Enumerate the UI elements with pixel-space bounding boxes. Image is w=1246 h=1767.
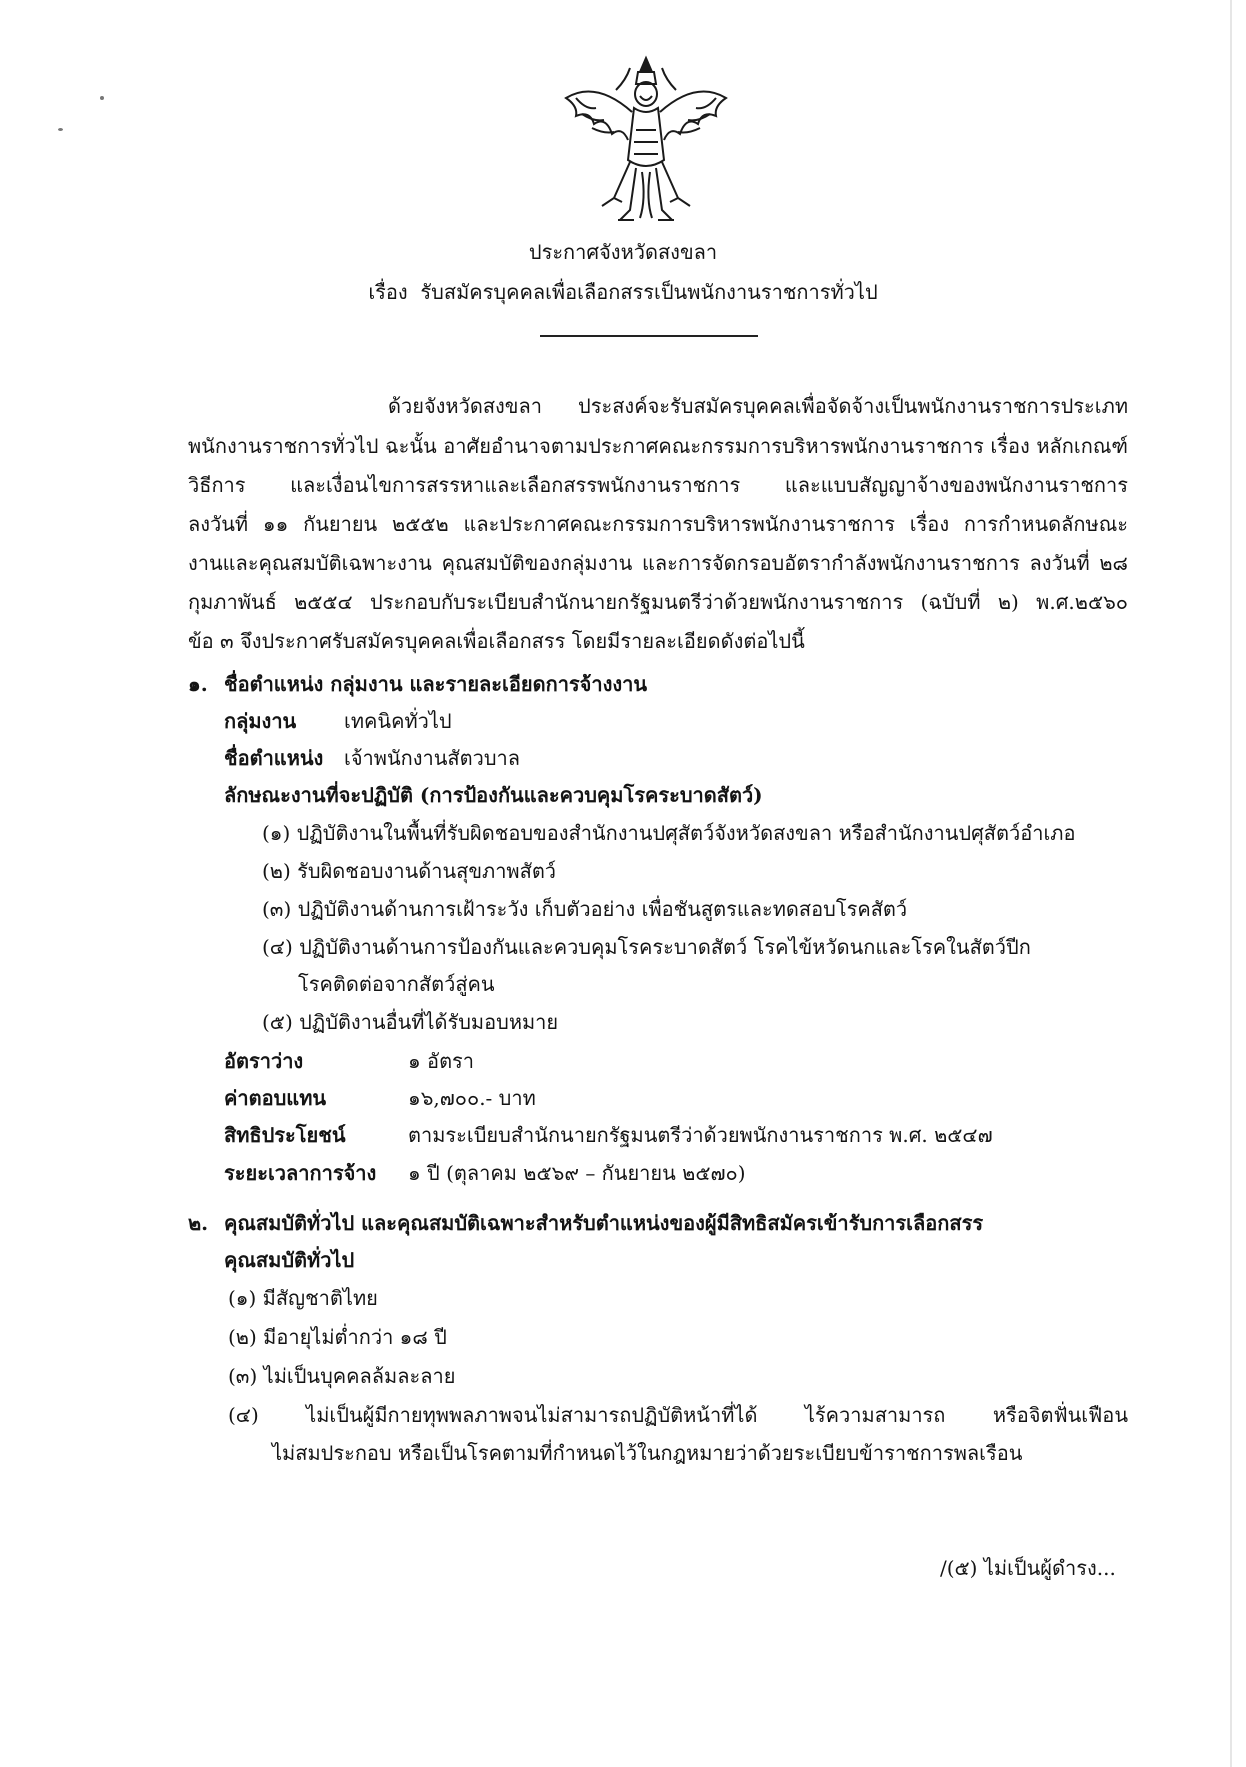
qualification-item: (๔) ไม่เป็นผู้มีกายทุพพลภาพจนไม่สามารถปฏิบัติหน้าที่ได้ ไร้ความสามารถ หรือจิตฟั่นเฟือน xyxy=(228,1403,1128,1427)
general-qualifications-heading: คุณสมบัติทั่วไป xyxy=(224,1248,355,1272)
vacancy-label: อัตราว่าง xyxy=(224,1049,304,1073)
intro-line: วิธีการ และเงื่อนไขการสรรหาและเลือกสรรพนักงานราชการ และแบบสัญญาจ้างของพนักงานราชการ xyxy=(188,473,1128,497)
continuation-note: /(๕) ไม่เป็นผู้ดำรง... xyxy=(940,1556,1116,1580)
position-value: เจ้าพนักงานสัตวบาล xyxy=(344,746,521,770)
subject-prefix: เรื่อง xyxy=(368,280,408,304)
group-row xyxy=(224,707,452,735)
benefit-label: สิทธิประโยชน์ xyxy=(224,1123,346,1147)
intro-line: ลงวันที่ ๑๑ กันยายน ๒๕๕๒ และประกาศคณะกรรมการบริหารพนักงานราชการ เรื่อง การกำหนดลักษณะ xyxy=(188,512,1128,536)
section-1-heading xyxy=(188,670,647,698)
duty-item-continuation: โรคติดต่อจากสัตว์สู่คน xyxy=(298,972,495,996)
group-value: เทคนิคทั่วไป xyxy=(344,709,452,733)
intro-line: งานและคุณสมบัติเฉพาะงาน คุณสมบัติของกลุ่มงาน และการจัดกรอบอัตรากำลังพนักงานราชการ ลงวันที่ ๒๘ xyxy=(188,551,1128,575)
announcement-subject xyxy=(0,278,1246,306)
position-label: ชื่อตำแหน่ง xyxy=(224,746,324,770)
intro-line: กุมภาพันธ์ ๒๕๕๔ ประกอบกับระเบียบสำนักนายกรัฐมนตรีว่าด้วยพนักงานราชการ (ฉบับที่ ๒) พ.ศ.๒๕๖๐ xyxy=(188,590,1128,614)
qualification-item: (๒) มีอายุไม่ต่ำกว่า ๑๘ ปี xyxy=(228,1325,447,1349)
period-label: ระยะเวลาการจ้าง xyxy=(224,1161,377,1185)
position-row xyxy=(224,744,520,772)
qualification-item: (๑) มีสัญชาติไทย xyxy=(228,1286,378,1310)
section-number: ๑. xyxy=(188,672,208,696)
garuda-emblem-icon xyxy=(556,50,736,230)
section-number: ๒. xyxy=(188,1211,209,1235)
subject-text: รับสมัครบุคคลเพื่อเลือกสรรเป็นพนักงานราชการทั่วไป xyxy=(420,280,878,304)
duty-item: (๓) ปฏิบัติงานด้านการเฝ้าระวัง เก็บตัวอย่าง เพื่อชันสูตรและทดสอบโรคสัตว์ xyxy=(262,897,908,921)
title-divider xyxy=(540,335,758,337)
duty-item: (๒) รับผิดชอบงานด้านสุขภาพสัตว์ xyxy=(262,859,557,883)
section-heading-text: ชื่อตำแหน่ง กลุ่มงาน และรายละเอียดการจ้างงาน xyxy=(224,672,648,696)
benefit-row xyxy=(224,1121,993,1149)
intro-line: พนักงานราชการทั่วไป ฉะนั้น อาศัยอำนาจตามประกาศคณะกรรมการบริหารพนักงานราชการ เรื่อง หลักเกณฑ์ xyxy=(188,434,1128,458)
qualification-item-continuation: ไม่สมประกอบ หรือเป็นโรคตามที่กำหนดไว้ในกฎหมายว่าด้วยระเบียบข้าราชการพลเรือน xyxy=(272,1441,1023,1465)
period-value: ๑ ปี (ตุลาคม ๒๕๖๙ – กันยายน ๒๕๗๐) xyxy=(408,1161,746,1185)
duties-heading: ลักษณะงานที่จะปฏิบัติ (การป้องกันและควบคุมโรคระบาดสัตว์) xyxy=(224,783,763,807)
duty-item: (๔) ปฏิบัติงานด้านการป้องกันและควบคุมโรคระบาดสัตว์ โรคไข้หวัดนกและโรคในสัตว์ปีก xyxy=(262,935,1031,959)
announcement-title: ประกาศจังหวัดสงขลา xyxy=(528,240,718,264)
scan-speck xyxy=(100,96,104,100)
salary-label: ค่าตอบแทน xyxy=(224,1086,327,1110)
vacancy-row xyxy=(224,1047,474,1075)
period-row xyxy=(224,1159,746,1187)
group-label: กลุ่มงาน xyxy=(224,709,297,733)
scan-speck xyxy=(58,128,63,131)
salary-row xyxy=(224,1084,536,1112)
benefit-value: ตามระเบียบสำนักนายกรัฐมนตรีว่าด้วยพนักงานราชการ พ.ศ. ๒๕๔๗ xyxy=(408,1123,993,1147)
duty-item: (๑) ปฏิบัติงานในพื้นที่รับผิดชอบของสำนักงานปศุสัตว์จังหวัดสงขลา หรือสำนักงานปศุสัตว์อำเภอ xyxy=(262,821,1076,845)
qualification-item: (๓) ไม่เป็นบุคคลล้มละลาย xyxy=(228,1364,456,1388)
salary-value: ๑๖,๗๐๐.- บาท xyxy=(408,1086,536,1110)
section-heading-text: คุณสมบัติทั่วไป และคุณสมบัติเฉพาะสำหรับตำแหน่งของผู้มีสิทธิสมัครเข้ารับการเลือกสรร xyxy=(224,1211,984,1235)
duty-item: (๕) ปฏิบัติงานอื่นที่ได้รับมอบหมาย xyxy=(262,1010,559,1034)
intro-line: ข้อ ๓ จึงประกาศรับสมัครบุคคลเพื่อเลือกสรร โดยมีรายละเอียดดังต่อไปนี้ xyxy=(188,629,805,653)
section-2-heading xyxy=(188,1209,983,1237)
intro-line: ด้วยจังหวัดสงขลา ประสงค์จะรับสมัครบุคคลเพื่อจัดจ้างเป็นพนักงานราชการประเภท xyxy=(388,394,1128,418)
vacancy-value: ๑ อัตรา xyxy=(408,1049,475,1073)
